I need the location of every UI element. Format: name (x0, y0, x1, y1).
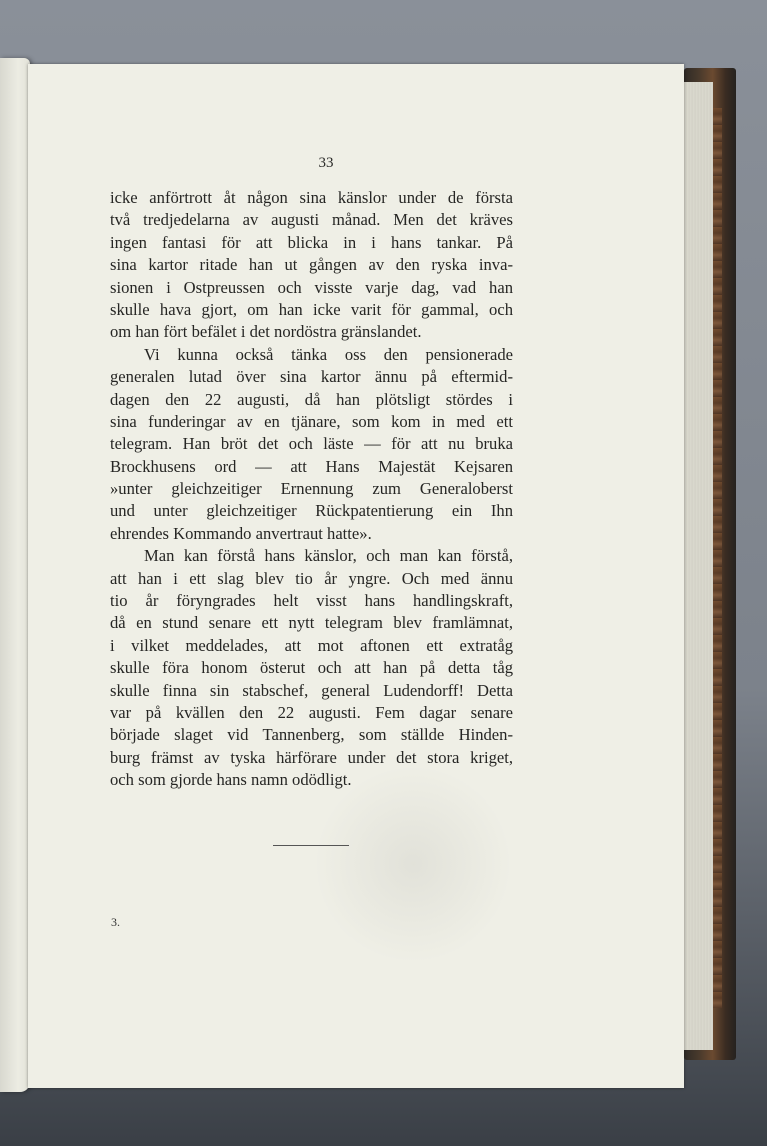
text-line: två tredjedelarna av augusti månad. Men det kräves (110, 210, 513, 230)
text-line: burg främst av tyska härförare under det stora kriget, (110, 747, 513, 767)
page-number: 33 (318, 155, 334, 171)
text-line: började slaget vid Tannenberg, som ställde Hinden- (110, 725, 513, 745)
paragraph-2 (110, 344, 513, 546)
text-line: generalen lutad över sina kartor ännu på eftermid- (110, 367, 513, 387)
paragraph-1 (110, 187, 513, 344)
text-line: i vilket meddelades, att mot aftonen ett extratåg (110, 635, 513, 655)
text-line: und unter gleichzeitiger Rückpatentierung ein Ihn (110, 501, 513, 521)
paragraph-3 (110, 545, 513, 791)
show-through-shadow (313, 764, 513, 964)
facing-page-edge (0, 58, 30, 1092)
text-line: och som gjorde hans namn odödligt. (110, 770, 352, 790)
text-line: skulle föra honom österut och att han på detta tåg (110, 658, 513, 678)
section-divider (273, 845, 349, 846)
text-line: att han i ett slag blev tio år yngre. Och med ännu (110, 568, 513, 588)
page-stack-edge (682, 82, 713, 1050)
text-line: tio år föryngrades helt visst hans handlingskraft, (110, 591, 513, 611)
body-text (110, 187, 513, 792)
text-line: telegram. Han bröt det och läste — för att nu bruka (110, 434, 513, 454)
text-line: sina kartor ritade han ut gången av den ryska inva- (110, 255, 513, 275)
text-line: skulle finna sin stabschef, general Ludendorff! Detta (110, 680, 513, 700)
text-line: skulle hava gjort, om han icke varit för gammal, och (110, 299, 513, 319)
text-line: ingen fantasi för att blicka in i hans tankar. På (110, 232, 513, 252)
book-page (28, 64, 684, 1088)
text-line: om han fört befälet i det nordöstra gränslandet. (110, 322, 422, 342)
text-line: Brockhusens ord — att Hans Majestät Kejsaren (110, 456, 513, 476)
text-line: dagen den 22 augusti, då han plötsligt stördes i (110, 389, 513, 409)
text-line: var på kvällen den 22 augusti. Fem dagar senare (110, 702, 513, 722)
text-line: Vi kunna också tänka oss den pensionerade (144, 344, 513, 364)
text-line: sina funderingar av en tjänare, som kom in med ett (110, 411, 513, 431)
text-line: sionen i Ostpreussen och visste varje dag, vad han (110, 277, 513, 297)
text-line: icke anförtrott åt någon sina känslor under de första (110, 188, 513, 207)
text-line: Man kan förstå hans känslor, och man kan förstå, (144, 546, 513, 566)
text-line: då en stund senare ett nytt telegram blev framlämnat, (110, 613, 513, 633)
text-line: »unter gleichzeitiger Ernennung zum Generaloberst (110, 479, 513, 499)
printer-signature-mark: 3. (111, 915, 120, 929)
text-line: ehrendes Kommando anvertraut hatte». (110, 523, 372, 543)
